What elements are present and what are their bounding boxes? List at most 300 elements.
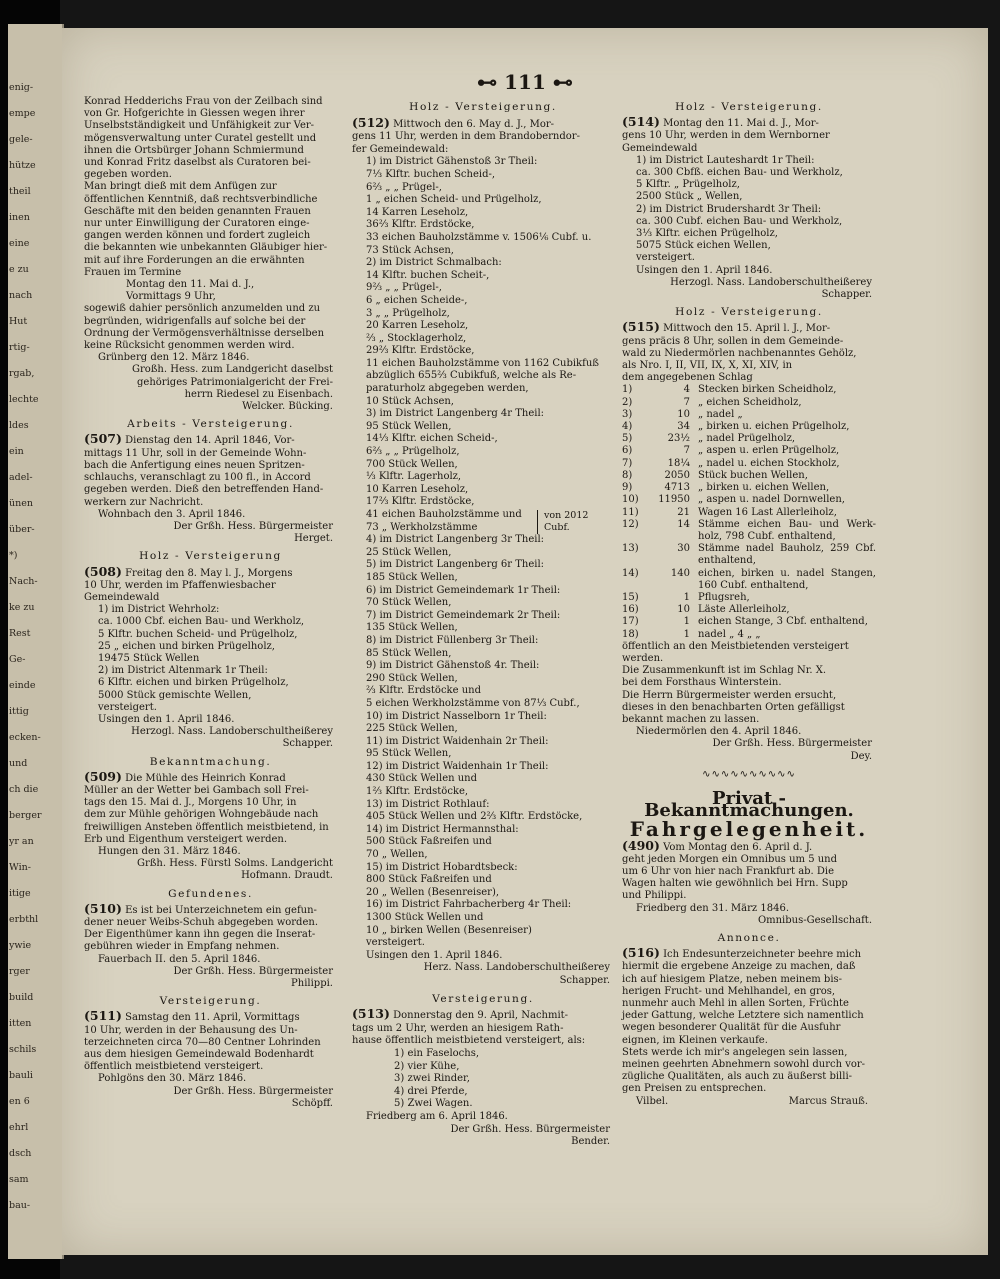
lot-line: 41 eichen Bauholzstämme und (366, 509, 522, 520)
row-index: 6) (622, 445, 633, 457)
lot-line: 20 Karren Leseholz, (366, 320, 469, 332)
notice-512-first-line (352, 114, 614, 132)
notice-signature: Herzogl. Nass. Landoberschultheißerey (670, 276, 872, 288)
notice-signature: Philippi. (291, 978, 333, 990)
notice-signature: Bender. (571, 1136, 610, 1148)
table-row (622, 616, 876, 628)
notice-text: Montag den 11. Mai d. J., Mor- (663, 118, 819, 130)
notice-text: Die Mühle des Heinrich Konrad (125, 772, 286, 784)
lot-line: 6) im District Gemeindemark 1r Theil: (366, 584, 561, 596)
page-number (62, 70, 988, 94)
table-row (622, 482, 876, 494)
notice-signature: Hofmann. Draudt. (241, 870, 333, 882)
lot-line: 8) im District Füllenberg 3r Theil: (366, 634, 539, 646)
auction-item: 2) vier Kühe, (394, 1060, 460, 1072)
row-description: Pflugsreh, (698, 591, 750, 603)
notice-line: Stets werde ich mir's angelegen sein lassen, (622, 1046, 848, 1058)
notice-line: gen Preisen zu entsprechen. (622, 1083, 767, 1095)
notice-signature: Marcus Strauß. (788, 1095, 868, 1107)
notice-signature: Der Grßh. Hess. Bürgermeister (173, 965, 333, 977)
notice-516-first-line (622, 947, 876, 961)
notice-line: aus dem hiesigen Gemeindewald Bodenhardt (84, 1049, 314, 1061)
lot-line: 6 „ eichen Scheide-, (366, 294, 468, 306)
lot-line: 430 Stück Wellen und (366, 773, 478, 785)
brace-left (352, 509, 537, 534)
notice-number: (515) (622, 319, 660, 335)
notice-signature: Großh. Hess. zum Landgericht daselbst (131, 364, 333, 376)
termin-line: Montag den 11. Mai d. J., (126, 279, 255, 291)
lot-line: 5 eichen Werkholzstämme von 87⅓ Cubf., (366, 697, 580, 709)
notice-number: (509) (84, 768, 122, 784)
notice-signature: Der Grßh. Hess. Bürgermeister (173, 1085, 333, 1097)
notice-text: Samstag den 11. April, Vormittags (125, 1012, 300, 1024)
notice-number: (516) (622, 945, 660, 961)
ornament-left: ⊷ (477, 70, 498, 94)
prev-page-fragment: erbthl (9, 914, 39, 925)
prev-page-fragment: ünen (9, 498, 33, 509)
lot-line: 14) im District Hermannsthal: (366, 823, 519, 835)
decorative-rule: ∿∿∿∿∿∿∿∿∿∿ (702, 768, 796, 780)
notice-line: Der Eigenthümer kann ihn gegen die Inserat- (84, 929, 316, 941)
prev-page-fragment: bauli (9, 1070, 33, 1081)
row-index: 16) (622, 604, 639, 616)
prev-page-fragment: schils (9, 1044, 37, 1055)
prev-page-fragment: theil (9, 186, 31, 197)
notice-line: 10 Uhr, werden in der Behausung des Un- (84, 1024, 298, 1036)
lot-line: 73 „ Werkholzstämme (366, 521, 478, 533)
table-row (622, 629, 876, 641)
notice-line: gens präcis 8 Uhr, sollen in dem Gemeinde- (622, 335, 844, 347)
lot-line: 1⅔ Klftr. Erdstöcke, (366, 786, 469, 798)
prev-page-fragment: e zu (9, 264, 29, 275)
lot-line: 95 Stück Wellen, (366, 420, 452, 432)
section-heading: Gefundenes. (168, 887, 253, 900)
notice-line: Gemeindewald (84, 591, 160, 603)
notice-number: (511) (84, 1008, 122, 1024)
lot-line: 70 „ Wellen, (366, 849, 428, 861)
notice-signature: Schapper. (559, 974, 610, 986)
prev-page-fragment: einde (9, 680, 36, 691)
row-index: 9) (622, 482, 633, 494)
table-row (622, 458, 876, 470)
notice-signature: Omnibus-Gesellschaft. (757, 914, 872, 926)
lot-line: ⅔ „ Stocklagerholz, (366, 332, 467, 344)
lot-line: ca. 1000 Cbf. eichen Bau- und Werkholz, (98, 616, 305, 628)
lot-line: 1) im District Wehrholz: (98, 604, 220, 616)
intro-line: sogewiß dahier persönlich anzumelden und zu (84, 303, 321, 315)
row-quantity: 10 (677, 604, 690, 616)
prev-page-fragment: sam (9, 1174, 29, 1185)
lot-line: 225 Stück Wellen, (366, 723, 458, 735)
brace-value: von 2012 (544, 509, 589, 521)
lot-line: 10) im District Nasselborn 1r Theil: (366, 710, 547, 722)
row-index: 3) (622, 408, 633, 420)
lot-line: 33 eichen Bauholzstämme v. 1506⅙ Cubf. u. (366, 231, 592, 243)
lot-line: 14 Klftr. buchen Scheit-, (366, 269, 490, 281)
lot-line: 14 Karren Leseholz, (366, 206, 469, 218)
notice-line: gebühren wieder in Empfang nehmen. (84, 941, 280, 953)
row-quantity: 4713 (664, 482, 690, 494)
termin-line: Vormittags 9 Uhr, (126, 291, 216, 303)
notice-line: bei dem Forsthaus Winterstein. (622, 677, 782, 689)
lot-line: 185 Stück Wellen, (366, 571, 458, 583)
notice-line: dener neuer Weibs-Schuh abgegeben worden. (84, 917, 318, 928)
row-description: eichen, birken u. nadel Stangen, 160 Cubf. enthaltend, (698, 567, 876, 591)
notice-signature: Herget. (294, 533, 333, 545)
lot-line: 20 „ Wellen (Besenreiser), (366, 886, 500, 898)
lot-line: abzüglich 655⅔ Cubikfuß, welche als Re- (366, 370, 577, 382)
intro-line: Frauen im Termine (84, 266, 182, 278)
row-description: „ aspen u. nadel Dornwellen, (698, 494, 845, 506)
notice-text: Vom Montag den 6. April d. J. (663, 841, 813, 853)
notice-number: (514) (622, 114, 660, 130)
lot-line: 5 Klftr. „ Prügelholz, (636, 179, 740, 191)
notice-line: öffentlich an den Meistbietenden versteigert (622, 640, 849, 652)
prev-page-fragment: ecken- (9, 732, 41, 743)
notice-signature: Schapper. (282, 738, 333, 750)
lot-line: 5) im District Langenberg 6r Theil: (366, 559, 545, 571)
section-heading: Annonce. (717, 932, 781, 944)
lot-line: 700 Stück Wellen, (366, 458, 458, 470)
lot-line: 7⅓ Klftr. buchen Scheid-, (366, 168, 496, 180)
notice-number: (490) (622, 837, 660, 853)
lot-line: 5 Klftr. buchen Scheid- und Prügelholz, (98, 628, 298, 640)
prev-page-fragment: ehrl (9, 1122, 29, 1133)
notice-line: bekannt machen zu lassen. (622, 713, 760, 725)
auction-item: 3) zwei Rinder, (394, 1073, 470, 1085)
lot-line: 2) im District Schmalbach: (366, 257, 502, 269)
lot-line: ⅔ Klftr. Erdstöcke und (366, 685, 481, 697)
row-index: 18) (622, 628, 639, 640)
ornament-right: ⊷ (552, 70, 573, 94)
notice-line: Die Herrn Bürgermeister werden ersucht, (622, 689, 837, 701)
notice-signature: Grßh. Hess. Fürstl Solms. Landgericht (136, 858, 333, 870)
row-description: Stecken birken Scheidholz, (698, 384, 837, 396)
table-row (622, 397, 876, 409)
privat-heading: Privat - Bekanntmachungen. (644, 787, 854, 822)
notice-507-first-line (84, 433, 337, 447)
lot-line: 500 Stück Faßreifen und (366, 836, 492, 848)
notice-signature: Der Grßh. Hess. Bürgermeister (712, 738, 872, 750)
prev-page-fragment: Hut (9, 316, 28, 327)
prev-page-fragment: rtig- (9, 342, 30, 353)
intro-line: Unselbstständigkeit und Unfähigkeit zur Ver- (84, 120, 315, 132)
prev-page-fragment: itten (9, 1018, 32, 1029)
row-description: „ nadel Prügelholz, (698, 433, 796, 445)
lot-line: 73 Stück Achsen, (366, 244, 454, 256)
intro-line: die bekannten wie unbekannten Gläubiger hier- (84, 242, 328, 254)
section-heading: Bekanntmachung. (149, 755, 272, 768)
lot-line: 12) im District Waidenhain 1r Theil: (366, 760, 549, 772)
notice-date: Friedberg am 6. April 1846. (366, 1110, 508, 1122)
prev-page-fragment: enig- (9, 82, 34, 93)
prev-page-fragment: nach (9, 290, 33, 301)
row-quantity: 23½ (667, 433, 690, 445)
prev-page-fragment: dsch (9, 1148, 32, 1159)
notice-line: Die Zusammenkunft ist im Schlag Nr. X. (622, 665, 827, 677)
prev-page-fragment: über- (9, 524, 35, 535)
prev-page-fragment: Rest (9, 628, 31, 639)
intro-line: und Konrad Fritz daselbst als Curatoren bei- (84, 157, 311, 169)
lot-line: 15) im District Hobardtsbeck: (366, 861, 518, 873)
row-description: Stämme eichen Bau- und Werk- holz, 798 Cubf. enthaltend, (698, 518, 876, 542)
section-heading: Arbeits - Versteigerung. (127, 418, 294, 431)
prev-page-fragment: ywie (9, 940, 32, 951)
notice-text: Donnerstag den 9. April, Nachmit- (393, 1010, 569, 1022)
notice-508-first-line (84, 563, 337, 580)
notice-line: zügliche Qualitäten, als auch zu äußerst billi- (622, 1071, 853, 1083)
table-row (622, 592, 876, 604)
notice-line: gens 10 Uhr, werden in dem Wernborner (622, 130, 830, 142)
section-heading: Versteigerung. (159, 995, 262, 1008)
intro-line: gegeben worden. (84, 169, 172, 181)
notice-line: geht jeden Morgen ein Omnibus um 5 und (622, 853, 838, 865)
notice-line: werden. (622, 652, 664, 664)
section-heading: Holz - Versteigerung. (675, 101, 823, 113)
table-row (622, 421, 876, 433)
notice-line: nunmehr auch Mehl in allen Sorten, Früchte (622, 998, 849, 1010)
brace-right (537, 510, 614, 534)
lot-line: versteigert. (98, 701, 157, 713)
lot-line: 405 Stück Wellen und 2⅔ Klftr. Erdstöcke, (366, 811, 583, 823)
prev-page-fragment: Win- (9, 862, 31, 873)
notice-number: (508) (84, 563, 122, 579)
notice-signature: Schöpff. (291, 1097, 333, 1109)
notice-line: als Nro. I, II, VII, IX, X, XI, XIV, in (622, 360, 793, 372)
row-index: 8) (622, 469, 633, 481)
table-row (622, 494, 876, 506)
prev-page-fragment: lechte (9, 394, 39, 405)
prev-page-fragment: yr an (9, 836, 34, 847)
lot-line: versteigert. (366, 937, 425, 949)
row-quantity: 4 (683, 384, 690, 396)
row-index: 5) (622, 433, 633, 445)
previous-page-edge (8, 24, 64, 1259)
lot-line: 13) im District Rothlauf: (366, 798, 490, 810)
notice-signature: herrn Riedesel zu Eisenbach. (184, 388, 333, 400)
notice-line: hause öffentlich meistbietend versteigert, als: (352, 1035, 586, 1047)
lot-line: 6 Klftr. eichen und birken Prügelholz, (98, 677, 289, 689)
lot-line: ca. 300 Cubf. eichen Bau- und Werkholz, (636, 215, 843, 227)
notice-510-first-line (84, 900, 337, 917)
prev-page-fragment: *) (9, 550, 18, 561)
row-quantity: 21 (677, 506, 690, 518)
intro-line: öffentlichen Kenntniß, daß rechtsverbindliche (84, 193, 318, 205)
intro-line: Konrad Hedderichs Frau von der Zeilbach sind (84, 96, 323, 107)
notice-509-first-line (84, 768, 337, 785)
notice-line: herigen Frucht- und Mehlhandel, en gros, (622, 985, 836, 997)
table-row (622, 604, 876, 616)
notice-date: Usingen den 1. April 1846. (366, 949, 503, 961)
lot-line: 290 Stück Wellen, (366, 672, 458, 684)
notice-date: Wohnbach den 3. April 1846. (98, 508, 246, 520)
lot-line: 25 „ eichen und birken Prügelholz, (98, 640, 275, 652)
row-index: 14) (622, 567, 639, 579)
table-row (622, 384, 876, 396)
row-index: 13) (622, 543, 639, 555)
notice-signature: Welcker. Bücking. (242, 401, 333, 413)
notice-line: bach die Anfertigung eines neuen Spritzen- (84, 459, 305, 471)
notice-line: und Philippi. (622, 890, 687, 902)
notice-line: dem angegebenen Schlag (622, 372, 753, 384)
lot-line: 11) im District Waidenhain 2r Theil: (366, 735, 549, 747)
row-index: 12) (622, 518, 639, 530)
notice-line: hiermit die ergebene Anzeige zu machen, daß (622, 961, 856, 973)
notice-line: meinen geehrten Abnehmern sowohl durch vor- (622, 1059, 866, 1071)
row-quantity: 140 (670, 567, 690, 579)
row-description: „ nadel „ (698, 408, 743, 420)
auction-item: 5) Zwei Wagen. (394, 1098, 473, 1110)
notice-signature: gehöriges Patrimonialgericht der Frei- (137, 376, 333, 388)
lot-line: versteigert. (636, 252, 695, 264)
notice-513-first-line (352, 1008, 614, 1023)
lot-line: 2) im District Brudershardt 3r Theil: (636, 203, 822, 215)
notice-line: tags den 15. Mai d. J., Morgens 10 Uhr, in (84, 797, 297, 809)
notice-date: Fauerbach II. den 5. April 1846. (98, 953, 261, 965)
lot-line: 16) im District Fahrbacherberg 4r Theil: (366, 899, 572, 911)
lot-line: 5075 Stück eichen Wellen, (636, 240, 771, 252)
notice-line: gens 11 Uhr, werden in dem Brandoberndor- (352, 131, 580, 143)
notice-line: fer Gemeindewald: (352, 143, 449, 155)
prev-page-fragment: eine (9, 238, 30, 249)
column-middle (352, 96, 614, 1149)
notice-line: terzeichneten circa 70—80 Centner Lohrinden (84, 1036, 321, 1048)
lot-line: 7) im District Gemeindemark 2r Theil: (366, 609, 561, 621)
prev-page-fragment: ein (9, 446, 24, 457)
lot-line: 10 „ birken Wellen (Besenreiser) (366, 924, 532, 936)
prev-page-fragment: ldes (9, 420, 29, 431)
notice-line: 10 Uhr, werden im Pfaffenwiesbacher (84, 579, 276, 591)
intro-line: mögensverwaltung unter Curatel gestellt und (84, 132, 317, 144)
lot-line: 6⅔ „ „ Prügel-, (366, 181, 442, 193)
notice-date: Niedermörlen den 4. April 1846. (636, 726, 802, 738)
lot-line: 29⅔ Klftr. Erdstöcke, (366, 345, 475, 357)
row-description: Wagen 16 Last Allerleiholz, (698, 506, 837, 518)
notice-line: dieses in den benachbarten Orten gefälligst (622, 701, 845, 713)
page-number-value: 111 (504, 70, 546, 94)
notice-text: Freitag den 8. May l. J., Morgens (125, 567, 293, 579)
row-description: Läste Allerleiholz, (698, 604, 790, 616)
row-quantity: 34 (677, 421, 690, 433)
lot-line: 4) im District Langenberg 3r Theil: (366, 534, 545, 546)
lot-line: 2500 Stück „ Wellen, (636, 191, 743, 203)
notice-text: Mittwoch den 6. May d. J., Mor- (393, 118, 555, 130)
notice-date: Friedberg den 31. März 1846. (636, 902, 789, 914)
intro-line: keine Rücksicht genommen werden wird. (84, 340, 295, 352)
notice-date: Hungen den 31. März 1846. (98, 845, 241, 857)
notice-line: tags um 2 Uhr, werden an hiesigem Rath- (352, 1022, 564, 1034)
lot-line: 6⅔ „ „ Prügelholz, (366, 446, 460, 458)
notice-text: Mittwoch den 15. April l. J., Mor- (663, 323, 831, 335)
notice-line: freiwilligen Ansteben öffentlich meistbietend, in (84, 821, 329, 833)
row-index: 4) (622, 421, 633, 433)
row-index: 2) (622, 396, 633, 408)
intro-line: Geschäfte mit den beiden genannten Frauen (84, 205, 311, 217)
notice-text: Dienstag den 14. April 1846, Vor- (125, 435, 295, 447)
prev-page-fragment: rger (9, 966, 30, 977)
notice-line: schlauchs, veranschlagt zu 100 fl., in Accord (84, 472, 311, 484)
notice-number: (507) (84, 431, 122, 447)
row-description: Stämme nadel Bauholz, 259 Cbf. enthaltend, (698, 543, 876, 567)
lot-line: 10 Karren Leseholz, (366, 483, 469, 495)
notice-date: Pohlgöns den 30. März 1846. (98, 1073, 247, 1085)
row-description: eichen Stange, 3 Cbf. enthaltend, (698, 616, 868, 628)
auction-item: 1) ein Faselochs, (394, 1047, 480, 1059)
notice-date: Usingen den 1. April 1846. (98, 713, 235, 725)
notice-line: jeder Gattung, welche Letztere sich namentlich (622, 1010, 864, 1022)
notice-511-first-line (84, 1010, 337, 1024)
column-left (84, 96, 337, 1110)
lot-line: 95 Stück Wellen, (366, 748, 452, 760)
notice-place: Vilbel. (636, 1095, 669, 1107)
lot-line: 85 Stück Wellen, (366, 647, 452, 659)
row-quantity: 7 (683, 396, 690, 408)
notice-line: wegen besonderer Qualität für die Ausfuhr (622, 1022, 841, 1034)
row-quantity: 7 (683, 445, 690, 457)
notice-signature: Der Grßh. Hess. Bürgermeister (173, 520, 333, 532)
lot-line: 1 „ eichen Scheid- und Prügelholz, (366, 194, 542, 206)
notice-number: (512) (352, 114, 390, 130)
column-right (622, 96, 876, 1108)
notice-line: um 6 Uhr von hier nach Frankfurt ab. Die (622, 865, 835, 877)
lot-line: ⅓ Klftr. Lagerholz, (366, 471, 462, 483)
lot-line: 2) im District Altenmark 1r Theil: (98, 665, 268, 677)
lot-line: 1300 Stück Wellen und (366, 912, 484, 923)
intro-line: ihnen die Ortsbürger Johann Schmiermund (84, 144, 304, 156)
table-row (622, 433, 876, 445)
notice-line: ich auf hiesigem Platze, neben meinem bis- (622, 973, 843, 985)
row-quantity: 11950 (658, 494, 690, 506)
lot-line: 3) im District Langenberg 4r Theil: (366, 408, 545, 420)
row-description: „ birken u. eichen Prügelholz, (698, 421, 850, 433)
intro-line: mit auf ihre Forderungen an die erwähnten (84, 254, 305, 266)
row-quantity: 10 (677, 408, 690, 420)
lot-line: paraturholz abgegeben werden, (366, 383, 529, 395)
row-quantity: 18¼ (667, 457, 690, 469)
table-row (622, 507, 876, 519)
notice-signature: Dey. (850, 750, 872, 762)
notice-line: dem zur Mühle gehörigen Wohngebäude nach (84, 809, 319, 821)
notice-signature: Herzogl. Nass. Landoberschultheißerey (131, 726, 333, 738)
row-index: 10) (622, 494, 639, 506)
intro-line: gangen werden können und fordert zugleich (84, 230, 311, 242)
prev-page-fragment: ch die (9, 784, 39, 795)
notice-line: mittags 11 Uhr, soll in der Gemeinde Wohn- (84, 447, 307, 459)
lot-line: 19475 Stück Wellen (98, 652, 200, 664)
prev-page-fragment: gele- (9, 134, 33, 145)
section-heading: Versteigerung. (432, 992, 534, 1005)
lot-line: 3⅓ Klftr. eichen Prügelholz, (636, 228, 778, 240)
lot-line: 36⅔ Klftr. Erdstöcke, (366, 219, 475, 231)
row-quantity: 14 (677, 518, 690, 530)
row-quantity: 2050 (664, 469, 690, 481)
table-row (622, 470, 876, 482)
newspaper-page (62, 28, 988, 1255)
lot-line: 3 „ „ Prügelholz, (366, 307, 450, 319)
lot-line: 10 Stück Achsen, (366, 395, 454, 407)
lot-line: 800 Stück Faßreifen und (366, 874, 492, 886)
lot-line: 25 Stück Wellen, (366, 546, 452, 558)
notice-line: Müller an der Wetter bei Gambach soll Frei- (84, 784, 309, 796)
prev-page-fragment: berger (9, 810, 42, 821)
lot-line: 9) im District Gähenstoß 4r. Theil: (366, 660, 540, 672)
notice-signature: Herz. Nass. Landoberschultheißerey (423, 962, 610, 974)
prev-page-fragment: inen (9, 212, 30, 223)
notice-line: eignen, im Kleinen verkaufe. (622, 1034, 768, 1046)
prev-page-fragment: Ge- (9, 654, 26, 665)
row-quantity: 1 (683, 628, 690, 640)
notice-line: gegeben werden. Dieß den betreffenden Hand- (84, 484, 324, 496)
